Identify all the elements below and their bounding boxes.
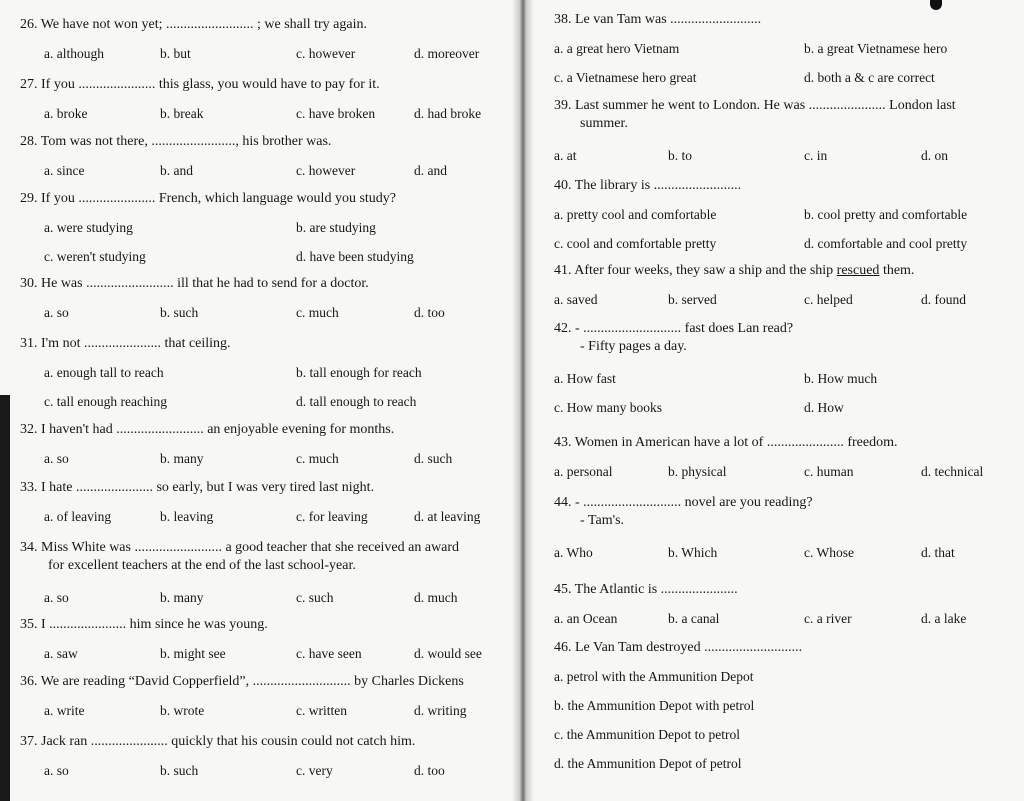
answer-option[interactable]: c. weren't studying <box>44 249 146 264</box>
answer-option[interactable]: c. cool and comfortable pretty <box>554 236 717 251</box>
answer-option[interactable]: b. and <box>160 163 193 178</box>
answer-option[interactable]: a. personal <box>554 464 613 479</box>
answer-option[interactable]: b. Which <box>668 545 718 560</box>
answer-option[interactable]: a. at <box>554 148 577 163</box>
answer-option[interactable]: b. physical <box>668 464 727 479</box>
answer-option[interactable]: b. wrote <box>160 703 205 718</box>
answer-option[interactable]: a. so <box>44 763 69 778</box>
answer-option[interactable]: d. writing <box>414 703 467 718</box>
answer-option[interactable]: b. a canal <box>668 611 720 626</box>
answer-option[interactable]: d. would see <box>414 646 482 661</box>
question-text-continued: - Tam's. <box>580 513 625 528</box>
answer-option[interactable]: b. are studying <box>296 220 376 235</box>
answer-option[interactable]: d. have been studying <box>296 249 414 264</box>
page-fold-shadow <box>512 0 534 801</box>
answer-option[interactable]: d. such <box>414 451 453 466</box>
question-text: 38. Le van Tam was .......................... <box>554 12 762 27</box>
answer-option[interactable]: a. Who <box>554 545 593 560</box>
answer-option[interactable]: b. How much <box>804 371 878 386</box>
question-text: 30. He was ......................... ill that he had to send for a doctor. <box>20 276 369 291</box>
binding-edge <box>0 395 10 801</box>
question-text: 42. - ............................ fast does Lan read? <box>554 321 794 336</box>
question-text: 32. I haven't had ......................... an enjoyable evening for months. <box>20 422 395 437</box>
answer-option[interactable]: b. break <box>160 106 204 121</box>
question-text: 33. I hate ...................... so early, but I was very tired last night. <box>20 480 375 495</box>
answer-option[interactable]: c. much <box>296 305 339 320</box>
answer-option[interactable]: a. petrol with the Ammunition Depot <box>554 669 754 684</box>
answer-option[interactable]: b. served <box>668 292 717 307</box>
answer-option[interactable]: b. such <box>160 763 199 778</box>
question-text: 31. I'm not ...................... that ceiling. <box>20 336 231 351</box>
answer-option[interactable]: a. were studying <box>44 220 133 235</box>
answer-option[interactable]: b. to <box>668 148 693 163</box>
answer-option[interactable]: b. leaving <box>160 509 214 524</box>
answer-option[interactable]: a. a great hero Vietnam <box>554 41 680 56</box>
question-text: 45. The Atlantic is ...................... <box>554 582 738 597</box>
question-text: 29. If you ...................... French, which language would you study? <box>20 191 396 206</box>
answer-option[interactable]: d. both a & c are correct <box>804 70 935 85</box>
answer-option[interactable]: b. tall enough for reach <box>296 365 422 380</box>
answer-option[interactable]: c. How many books <box>554 400 662 415</box>
answer-option[interactable]: d. How <box>804 400 844 415</box>
ink-blot <box>930 0 942 10</box>
answer-option[interactable]: c. for leaving <box>296 509 368 524</box>
answer-option[interactable]: b. the Ammunition Depot with petrol <box>554 698 755 713</box>
answer-option[interactable]: d. too <box>414 763 445 778</box>
answer-option[interactable]: d. had broke <box>414 106 482 121</box>
answer-option[interactable]: c. however <box>296 163 356 178</box>
answer-option[interactable]: d. comfortable and cool pretty <box>804 236 968 251</box>
answer-option[interactable]: a. pretty cool and comfortable <box>554 207 717 222</box>
question-text: 35. I ...................... him since he was young. <box>20 617 268 632</box>
answer-option[interactable]: b. many <box>160 451 204 466</box>
answer-option[interactable]: b. but <box>160 46 191 61</box>
answer-option[interactable]: d. too <box>414 305 445 320</box>
answer-option[interactable]: d. moreover <box>414 46 480 61</box>
answer-option[interactable]: d. at leaving <box>414 509 481 524</box>
question-text: 44. - ............................ novel are you reading? <box>554 495 813 510</box>
question-text: 36. We are reading “David Copperfield”, ............................ by Charles Dickens <box>20 674 464 689</box>
answer-option[interactable]: a. so <box>44 305 69 320</box>
answer-option[interactable]: b. a great Vietnamese hero <box>804 41 948 56</box>
answer-option[interactable]: d. and <box>414 163 447 178</box>
answer-option[interactable]: b. cool pretty and comfortable <box>804 207 968 222</box>
answer-option[interactable]: a. broke <box>44 106 88 121</box>
answer-option[interactable]: c. helped <box>804 292 853 307</box>
answer-option[interactable]: c. written <box>296 703 347 718</box>
answer-option[interactable]: d. technical <box>921 464 984 479</box>
answer-option[interactable]: b. many <box>160 590 204 605</box>
question-text: 46. Le Van Tam destroyed ............................ <box>554 640 803 655</box>
answer-option[interactable]: c. have broken <box>296 106 376 121</box>
answer-option[interactable]: a. so <box>44 590 69 605</box>
answer-option[interactable]: b. might see <box>160 646 226 661</box>
answer-option[interactable]: c. much <box>296 451 339 466</box>
question-text: 37. Jack ran ...................... quickly that his cousin could not catch him. <box>20 734 416 749</box>
question-text: 34. Miss White was ......................... a good teacher that she received an award <box>20 540 460 555</box>
question-text: 43. Women in American have a lot of ...................... freedom. <box>554 435 898 450</box>
answer-option[interactable]: a. write <box>44 703 85 718</box>
answer-option[interactable]: d. much <box>414 590 458 605</box>
answer-option[interactable]: a. so <box>44 451 69 466</box>
question-text: 28. Tom was not there, ........................, his brother was. <box>20 134 332 149</box>
question-text: 27. If you ...................... this glass, you would have to pay for it. <box>20 77 380 92</box>
answer-option[interactable]: c. tall enough reaching <box>44 394 167 409</box>
question-text-continued: summer. <box>580 116 628 131</box>
answer-option[interactable]: a. although <box>44 46 104 61</box>
answer-option[interactable]: d. tall enough to reach <box>296 394 417 409</box>
answer-option[interactable]: a. saw <box>44 646 78 661</box>
answer-option[interactable]: a. saved <box>554 292 598 307</box>
answer-option[interactable]: c. Whose <box>804 545 854 560</box>
answer-option[interactable]: a. of leaving <box>44 509 112 524</box>
answer-option[interactable]: c. such <box>296 590 334 605</box>
answer-option[interactable]: d. on <box>921 148 948 163</box>
answer-option[interactable]: d. that <box>921 545 955 560</box>
answer-option[interactable]: a. an Ocean <box>554 611 618 626</box>
answer-option[interactable]: a. since <box>44 163 85 178</box>
question-text-continued: - Fifty pages a day. <box>580 339 687 354</box>
answer-option[interactable]: b. such <box>160 305 199 320</box>
question-text: 41. After four weeks, they saw a ship and the ship rescued them. <box>554 263 915 278</box>
question-text-continued: for excellent teachers at the end of the last school-year. <box>48 558 356 573</box>
answer-option[interactable]: a. enough tall to reach <box>44 365 164 380</box>
answer-option[interactable]: c. a river <box>804 611 852 626</box>
answer-option[interactable]: c. a Vietnamese hero great <box>554 70 697 85</box>
question-text: 40. The library is ......................... <box>554 178 742 193</box>
answer-option[interactable]: c. have seen <box>296 646 362 661</box>
answer-option[interactable]: a. How fast <box>554 371 616 386</box>
answer-option[interactable]: d. the Ammunition Depot of petrol <box>554 756 742 771</box>
answer-option[interactable]: c. however <box>296 46 356 61</box>
answer-option[interactable]: d. found <box>921 292 966 307</box>
answer-option[interactable]: c. in <box>804 148 828 163</box>
answer-option[interactable]: c. human <box>804 464 854 479</box>
answer-option[interactable]: c. very <box>296 763 333 778</box>
question-text: 26. We have not won yet; ......................... ; we shall try again. <box>20 17 367 32</box>
question-text: 39. Last summer he went to London. He was ...................... London last <box>554 98 956 113</box>
answer-option[interactable]: c. the Ammunition Depot to petrol <box>554 727 740 742</box>
answer-option[interactable]: d. a lake <box>921 611 967 626</box>
